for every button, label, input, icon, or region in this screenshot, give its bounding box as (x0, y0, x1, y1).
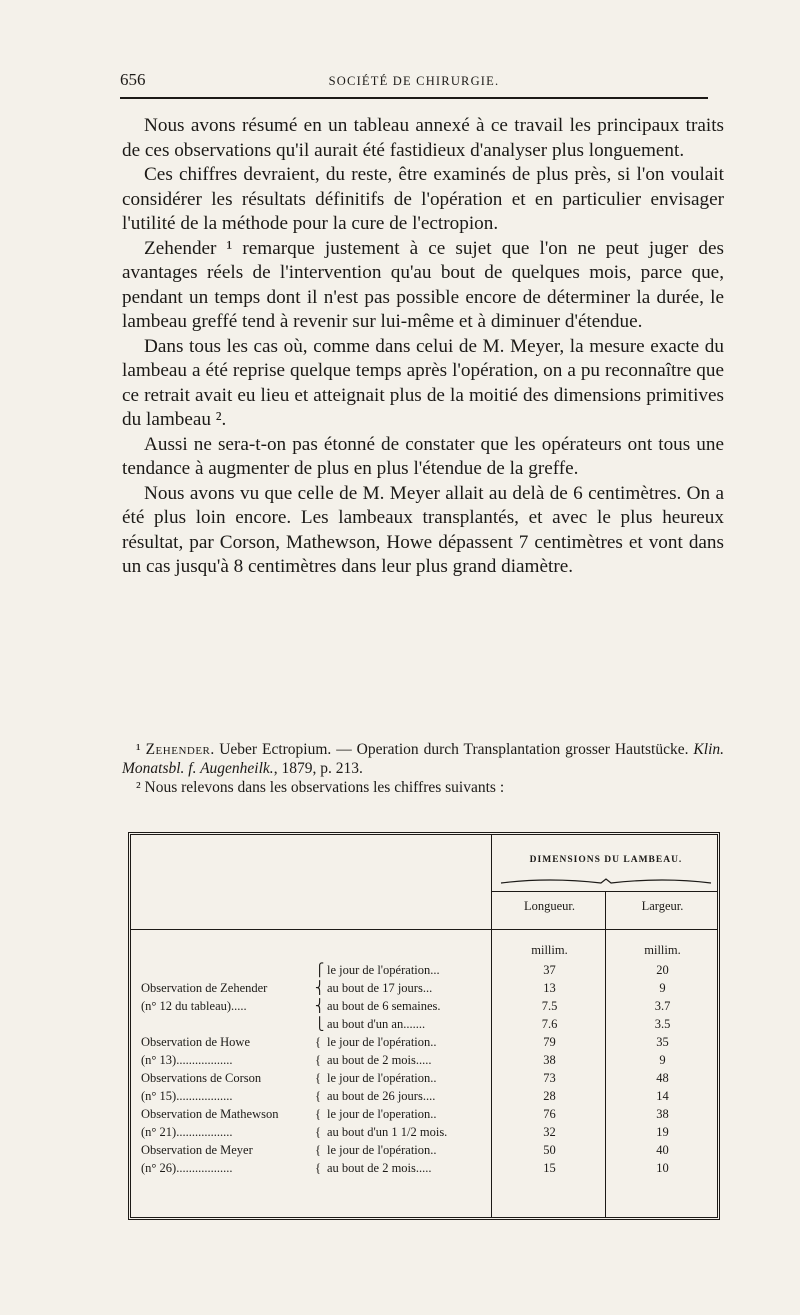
brace-mark: { (315, 1125, 321, 1139)
event-label: le jour de l'operation.. (327, 1107, 437, 1121)
width-value: 38 (656, 1107, 669, 1121)
footnote-1-text: . Ueber Ectropium. — Operation durch Transplantation grosser Hautstücke. (210, 741, 694, 758)
swoosh-ornament (493, 875, 719, 889)
width-value: 19 (656, 1125, 669, 1139)
footnote-1-ref: , 1879, p. 213. (273, 760, 363, 777)
brace-mark: { (315, 1053, 321, 1067)
footnote-2-text: Nous relevons dans les observations les chiffres suivants : (144, 779, 505, 796)
column-width-header: Largeur. (641, 899, 684, 913)
header-rule (120, 97, 708, 99)
event-label: le jour de l'opération.. (327, 1143, 437, 1157)
brace-mark: { (315, 1089, 321, 1103)
table-row (131, 979, 717, 997)
observation-label: (n° 26).................. (141, 1161, 233, 1175)
table-row (131, 997, 717, 1015)
table-row (131, 1033, 717, 1051)
table-row (131, 1087, 717, 1105)
length-value: 7.5 (541, 999, 558, 1013)
length-value: 38 (543, 1053, 556, 1067)
length-value: 32 (543, 1125, 556, 1139)
length-value: 50 (543, 1143, 556, 1157)
width-value: 9 (659, 981, 666, 995)
footnote-1-author: Zehender (145, 741, 211, 758)
width-value: 40 (656, 1143, 669, 1157)
length-value: 15 (543, 1161, 556, 1175)
observation-label: (n° 13).................. (141, 1053, 233, 1067)
running-title: SOCIÉTÉ DE CHIRURGIE. (328, 74, 500, 88)
brace-mark: ⎨ (315, 981, 325, 995)
table-row (131, 1141, 717, 1159)
brace-mark: { (315, 1107, 321, 1121)
paragraph-6: Nous avons vu que celle de M. Meyer allait au delà de 6 centimètres. On a été plus loin encore. Les lambeaux transplantés, et avec le plus heureux résultat, par Corson, Mathewson, Howe dépassent 7 centimètres et vont dans un cas jusqu'à 8 centimètres dans leur plus grand diamètre. (122, 482, 724, 577)
event-label: au bout d'un 1 1/2 mois. (327, 1125, 448, 1139)
brace-mark: { (315, 1035, 321, 1049)
length-value: 28 (543, 1089, 556, 1103)
length-value: 73 (543, 1071, 556, 1085)
length-value: 37 (543, 963, 556, 977)
width-value: 10 (656, 1161, 669, 1175)
length-value: 76 (543, 1107, 556, 1121)
page-header (120, 66, 708, 94)
event-label: au bout de 2 mois..... (327, 1161, 432, 1175)
width-value: 3.5 (654, 1017, 671, 1031)
page-number: 656 (120, 70, 146, 89)
footnotes (122, 740, 724, 797)
observation-label: Observation de Zehender (141, 981, 268, 995)
event-label: le jour de l'opération.. (327, 1035, 437, 1049)
brace-mark: { (315, 1161, 321, 1175)
observation-label: Observation de Howe (141, 1035, 250, 1049)
brace-mark: ⎧ (315, 963, 325, 977)
brace-mark: { (315, 1143, 321, 1157)
event-label: le jour de l'opération... (327, 963, 440, 977)
table-row (131, 1069, 717, 1087)
paragraph-2: Ces chiffres devraient, du reste, être examinés de plus près, si l'on voulait considérer les résultats définitifs de l'opération et en particulier envisager l'utilité de la méthode pour la cure de l'ectropion. (122, 164, 724, 234)
width-value: 14 (656, 1089, 669, 1103)
header-rule-table (131, 929, 717, 930)
event-label: au bout de 26 jours.... (327, 1089, 436, 1103)
length-value: 13 (543, 981, 556, 995)
table-row (131, 1051, 717, 1069)
length-value: 79 (543, 1035, 556, 1049)
width-value: 35 (656, 1035, 669, 1049)
event-label: au bout d'un an....... (327, 1017, 426, 1031)
event-label: le jour de l'opération.. (327, 1071, 437, 1085)
footnote-1 (122, 740, 724, 778)
width-value: 48 (656, 1071, 669, 1085)
unit-length: millim. (531, 943, 568, 957)
observation-label: Observation de Mathewson (141, 1107, 279, 1121)
observation-label: (n° 21).................. (141, 1125, 233, 1139)
observation-label: Observation de Meyer (141, 1143, 253, 1157)
paragraph-3: Zehender ¹ remarque justement à ce sujet que l'on ne peut juger des avantages réels de l'intervention qu'au bout de quelques mois, parce que, pendant un temps dont il n'est pas possible encore de déterminer la durée, le lambeau greffé tend à revenir sur lui-même et à diminuer d'étendue. (122, 237, 724, 332)
table-row (131, 1105, 717, 1123)
table-row (131, 1015, 717, 1033)
paragraph-4: Dans tous les cas où, comme dans celui de M. Meyer, la mesure exacte du lambeau a été reprise quelque temps après l'opération, on a pu reconnaître que ce retrait avait eu lieu et atteignait plus de la moitié des dimensions primitives du lambeau ². (122, 335, 724, 430)
footnote-2 (122, 778, 724, 797)
brace-mark: ⎩ (315, 1017, 325, 1031)
event-label: au bout de 2 mois..... (327, 1053, 432, 1067)
brace-mark: ⎨ (315, 999, 325, 1013)
length-value: 7.6 (541, 1017, 558, 1031)
paragraph-1: Nous avons résumé en un tableau annexé à ce travail les principaux traits de ces observations qu'il aurait été fastidieux d'analyser plus longuement. (122, 115, 724, 161)
footnote-1-journal: Klin. Monatsbl. f. Augenheilk. (122, 741, 724, 777)
brace-mark: { (315, 1071, 321, 1085)
observation-label: (n° 12 du tableau)..... (141, 999, 247, 1013)
footnote-1-mark: ¹ (136, 741, 141, 758)
group-header: DIMENSIONS DU LAMBEAU. (529, 855, 683, 865)
body-text (122, 114, 724, 580)
table-row (131, 961, 717, 979)
dimensions-table (128, 832, 720, 1220)
width-value: 20 (656, 963, 669, 977)
table-row (131, 1123, 717, 1141)
event-label: au bout de 6 semaines. (327, 999, 441, 1013)
width-value: 9 (659, 1053, 666, 1067)
footnote-2-mark: ² (136, 779, 141, 796)
paragraph-5: Aussi ne sera-t-on pas étonné de constater que les opérateurs ont tous une tendance à augmenter de plus en plus l'étendue de la greffe. (122, 433, 724, 479)
observation-label: (n° 15).................. (141, 1089, 233, 1103)
table-row (131, 1159, 717, 1177)
observation-label: Observations de Corson (141, 1071, 262, 1085)
unit-width: millim. (644, 943, 681, 957)
event-label: au bout de 17 jours... (327, 981, 433, 995)
column-length-header: Longueur. (523, 899, 576, 913)
width-value: 3.7 (654, 999, 671, 1013)
header-subrule (491, 891, 717, 892)
